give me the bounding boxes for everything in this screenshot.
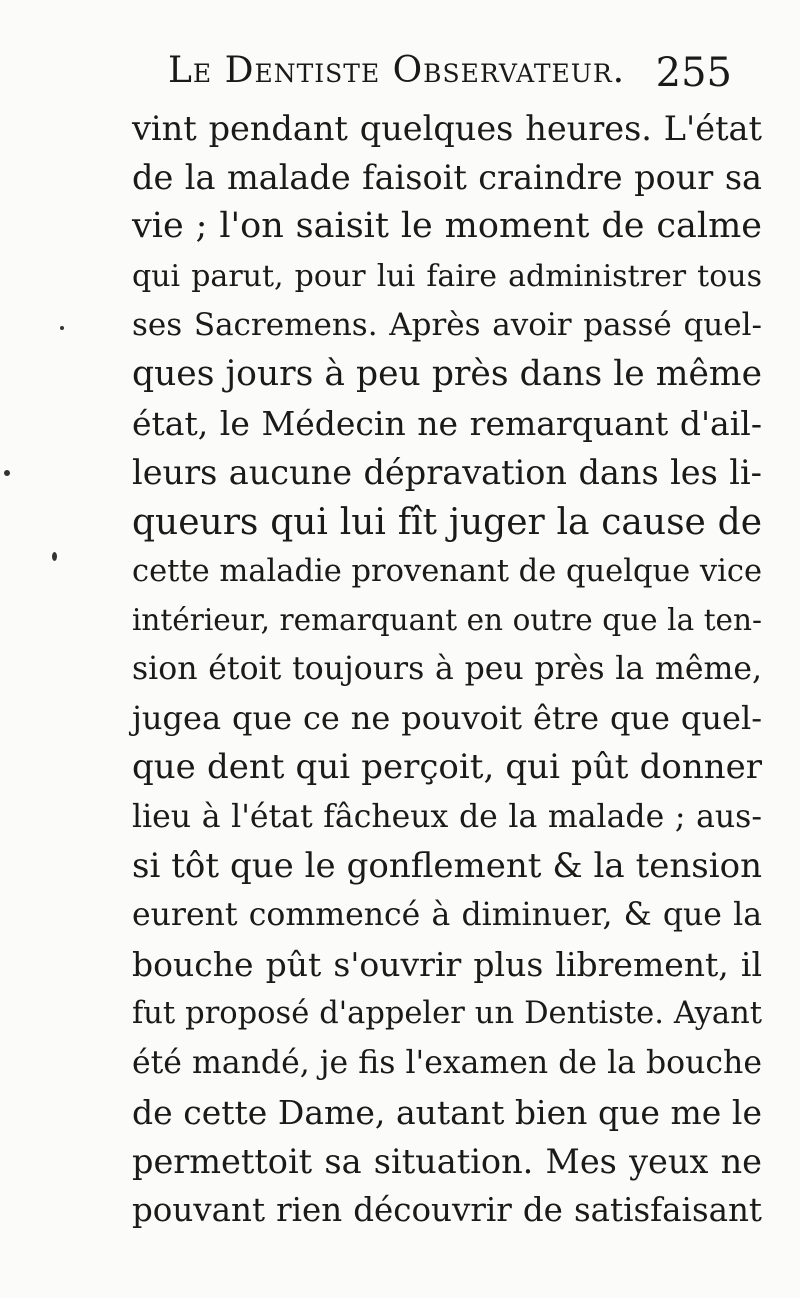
text-line: de cette Dame, autant bien que me le bbox=[132, 1092, 762, 1132]
text-line: vint pendant quelques heures. L'état bbox=[132, 109, 762, 148]
text-line: été mandé, je fis l'examen de la bouche bbox=[132, 1044, 762, 1081]
text-line: fut proposé d'appeler un Dentiste. Ayant bbox=[132, 996, 762, 1032]
ink-speck bbox=[4, 470, 10, 476]
text-line: que dent qui perçoit, qui pût donner bbox=[132, 747, 762, 788]
text-line: jugea que ce ne pouvoit être que quel- bbox=[132, 699, 762, 738]
body-text bbox=[132, 104, 762, 1235]
ink-speck bbox=[52, 552, 57, 561]
text-line: de la malade faisoit craindre pour sa bbox=[132, 158, 762, 198]
text-line: si tôt que le gonflement & la tension bbox=[132, 845, 762, 886]
text-line: eurent commencé à diminuer, & que la bbox=[132, 897, 762, 933]
text-line: état, le Médecin ne remarquant d'ail- bbox=[132, 404, 762, 444]
page-header bbox=[168, 46, 768, 102]
text-line: queurs qui lui fît juger la cause de bbox=[132, 501, 762, 543]
text-line: bouche pût s'ouvrir plus librement, il bbox=[132, 945, 762, 985]
text-line: pouvant rien découvrir de satisfaisant bbox=[132, 1191, 762, 1230]
text-line: ses Sacremens. Après avoir passé quel- bbox=[132, 306, 762, 343]
page-number: 255 bbox=[655, 50, 732, 96]
text-line: permettoit sa situation. Mes yeux ne bbox=[132, 1141, 762, 1181]
running-head: Le Dentiste Observateur. bbox=[168, 50, 626, 91]
text-line: qui parut, pour lui faire administrer tous bbox=[132, 258, 762, 294]
text-line: cette maladie provenant de quelque vice bbox=[132, 553, 762, 589]
text-line: intérieur, remarquant en outre que la ten- bbox=[132, 602, 762, 637]
text-line: leurs aucune dépravation dans les li- bbox=[132, 453, 762, 493]
ink-speck bbox=[60, 326, 64, 330]
text-line: sion étoit toujours à peu près la même, bbox=[132, 651, 762, 688]
text-line: lieu à l'état fâcheux de la malade ; aus- bbox=[132, 798, 762, 835]
text-line: vie ; l'on saisit le moment de calme bbox=[132, 206, 762, 247]
text-line: ques jours à peu près dans le même bbox=[132, 353, 762, 394]
